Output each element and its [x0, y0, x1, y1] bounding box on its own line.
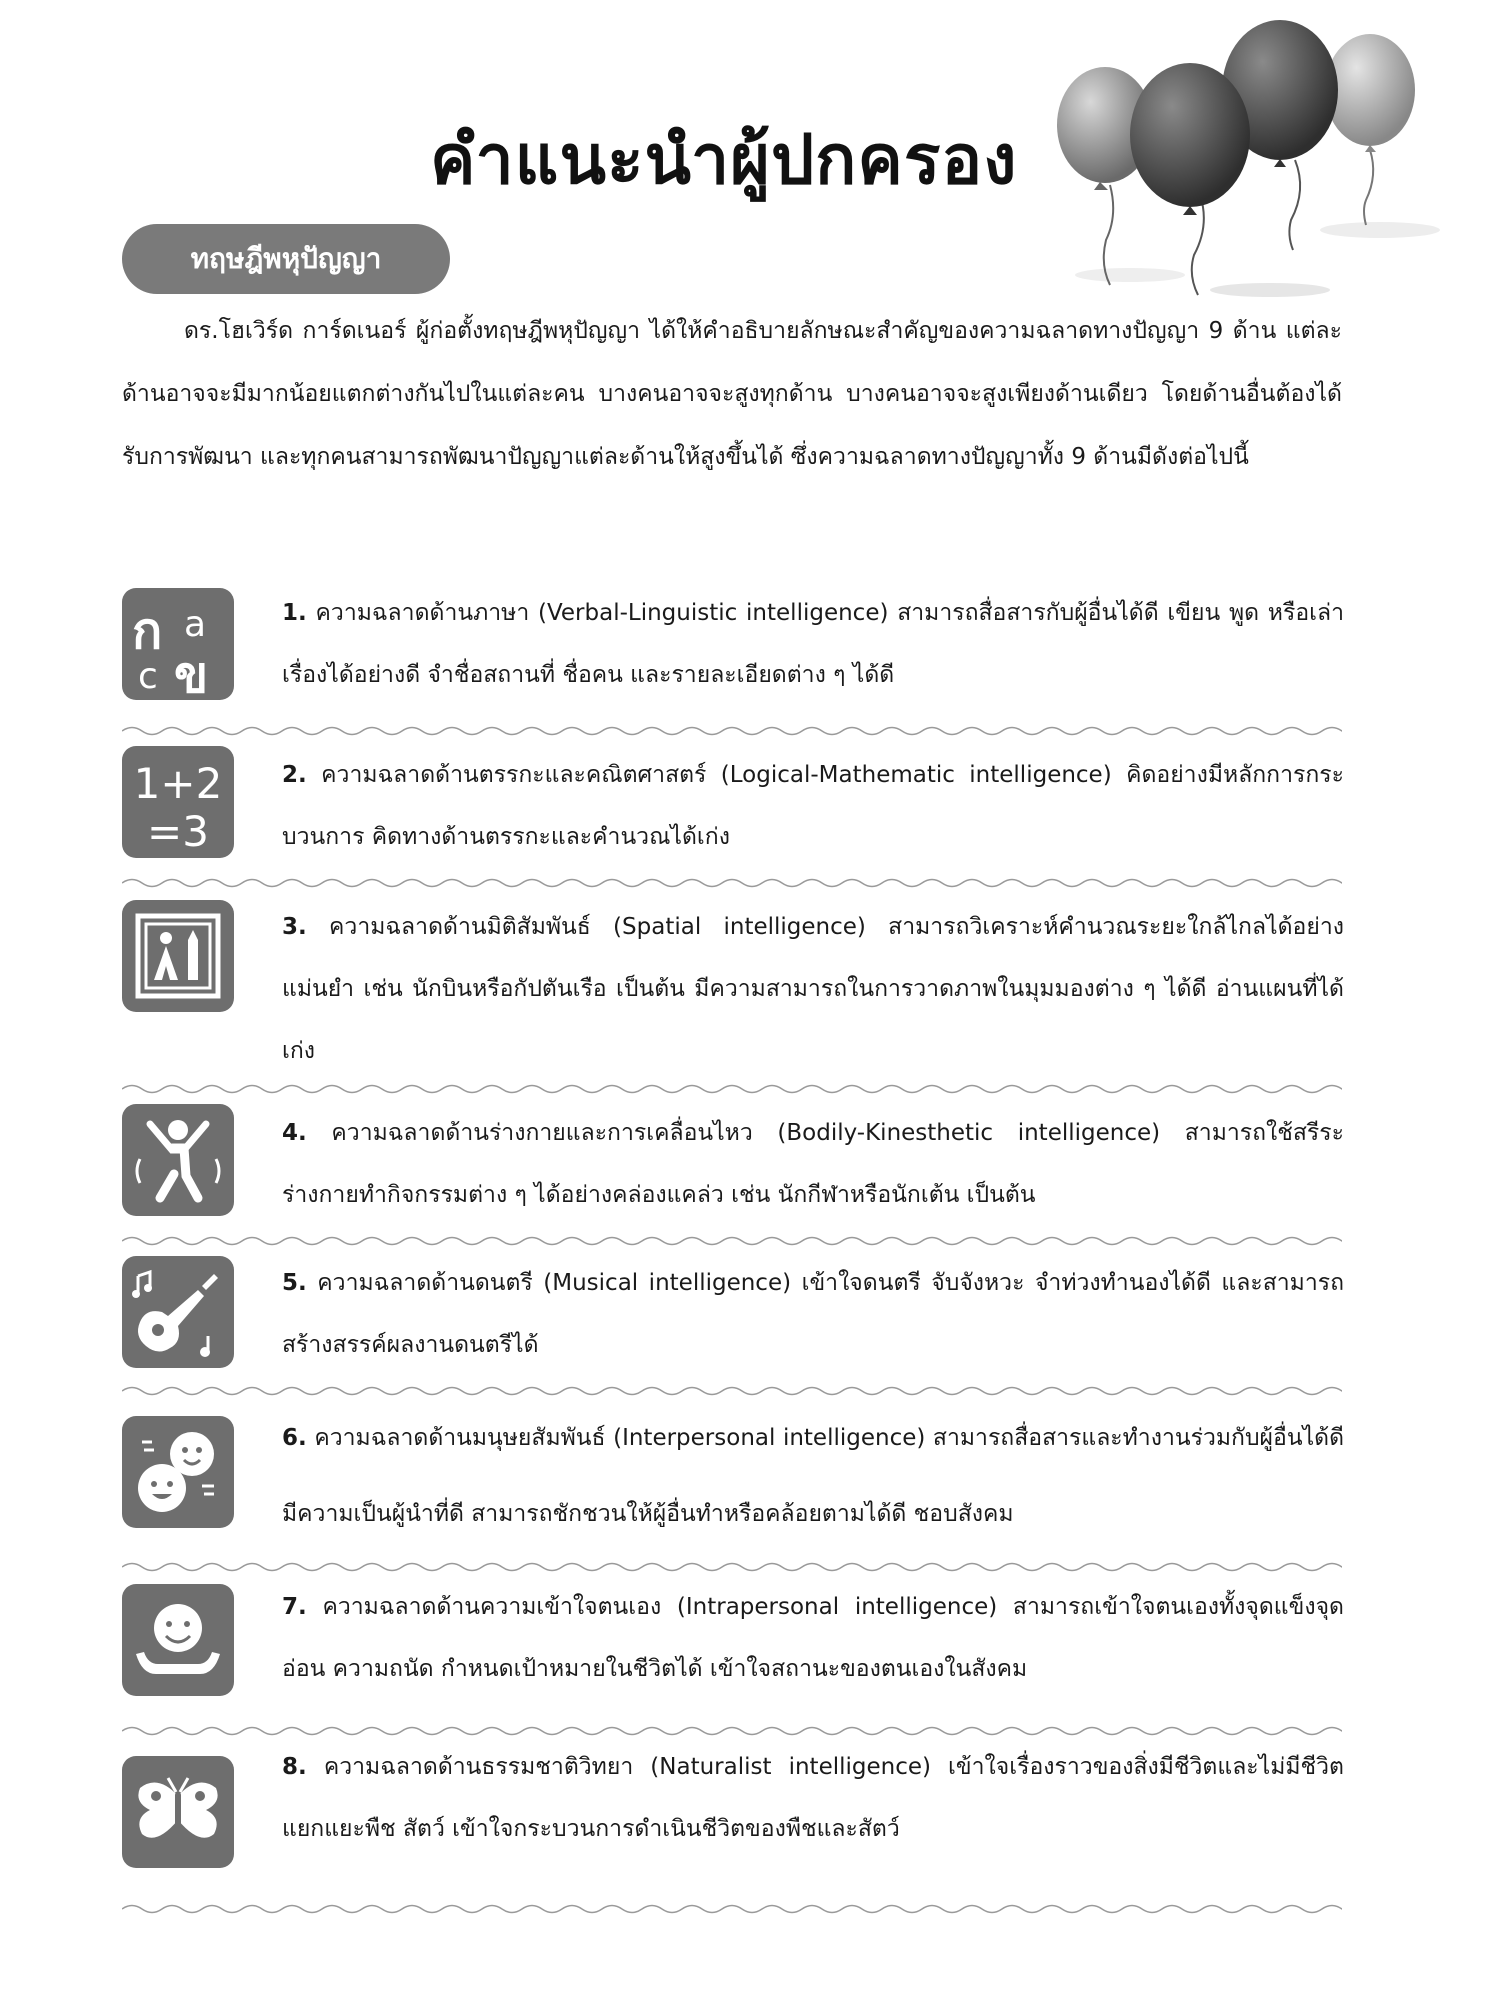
- item-description: ความฉลาดด้านภาษา (Verbal-Linguistic intelligence) สามารถสื่อสารกับผู้อื่นได้ดี เขียน พูด หรือเล่าเรื่องได้อย่างดี จำชื่อสถานที่ ชื่อคน และรายละเอียดต่าง ๆ ได้ดี: [282, 600, 1344, 688]
- page-title: คำแนะนำผู้ปกครอง: [430, 121, 1018, 200]
- item-text: [282, 896, 1344, 1082]
- icon-letter: a: [184, 604, 207, 645]
- item-description: ความฉลาดด้านร่างกายและการเคลื่อนไหว (Bodily-Kinesthetic intelligence) สามารถใช้สรีระร่างกายทำกิจกรรมต่าง ๆ ได้อย่างคล่องแคล่ว เช่น นักกีฬาหรือนักเต้น เป็นต้น: [282, 1120, 1344, 1208]
- wavy-divider: [122, 1560, 1342, 1574]
- math-icon: [122, 746, 234, 858]
- butterfly-icon: [122, 1756, 234, 1868]
- item-text: [282, 1102, 1344, 1226]
- icon-letter: ข: [174, 646, 209, 700]
- item-number: 5.: [282, 1270, 307, 1296]
- item-description: ความฉลาดด้านดนตรี (Musical intelligence) เข้าใจดนตรี จับจังหวะ จำท่วงทำนองได้ดี และสามารถสร้างสรรค์ผลงานดนตรีได้: [282, 1270, 1345, 1358]
- icon-letter: ก: [132, 602, 163, 660]
- wavy-divider: [122, 876, 1342, 890]
- item-number: 4.: [282, 1120, 307, 1146]
- icon-math-line: =3: [147, 807, 209, 856]
- wavy-divider: [122, 1082, 1342, 1096]
- smiling-person-icon: [122, 1584, 234, 1696]
- guitar-icon: [122, 1256, 234, 1368]
- dancer-icon: [122, 1104, 234, 1216]
- icon-letter: c: [138, 656, 158, 697]
- item-number: 2.: [282, 762, 307, 788]
- drawing-icon: [122, 900, 234, 1012]
- item-text: [282, 1736, 1344, 1860]
- two-faces-icon: [122, 1416, 234, 1528]
- item-text: [282, 1400, 1344, 1552]
- icon-math-line: 1+2: [133, 759, 223, 808]
- item-number: 1.: [282, 600, 307, 626]
- item-number: 6.: [282, 1425, 307, 1451]
- wavy-divider: [122, 1234, 1342, 1248]
- item-number: 3.: [282, 914, 307, 940]
- wavy-divider: [122, 724, 1342, 738]
- item-description: ความฉลาดด้านมิติสัมพันธ์ (Spatial intelligence) สามารถวิเคราะห์คำนวณระยะใกล้ไกลได้อย่างแม่นยำ เช่น นักบินหรือกัปตันเรือ เป็นต้น มีความสามารถในการวาดภาพในมุมมองต่าง ๆ ได้ดี อ่านแผนที่ได้เก่ง: [282, 914, 1344, 1064]
- item-number: 8.: [282, 1754, 307, 1780]
- item-description: ความฉลาดด้านมนุษยสัมพันธ์ (Interpersonal intelligence) สามารถสื่อสารและทำงานร่วมกับผู้อื่นได้ดี มีความเป็นผู้นำที่ดี สามารถชักชวนให้ผู้อื่นทำหรือคล้อยตามได้ดี ชอบสังคม: [282, 1425, 1345, 1527]
- item-text: [282, 1576, 1344, 1700]
- item-description: ความฉลาดด้านความเข้าใจตนเอง (Intrapersonal intelligence) สามารถเข้าใจตนเองทั้งจุดแข็งจุดอ่อน ความถนัด กำหนดเป้าหมายในชีวิตได้ เข้าใจสถานะของตนเองในสังคม: [282, 1594, 1344, 1682]
- section-tag: ทฤษฎีพหุปัญญา: [122, 224, 450, 294]
- item-number: 7.: [282, 1594, 307, 1620]
- item-text: [282, 1252, 1344, 1376]
- balloons-illustration: [1040, 10, 1460, 310]
- item-text: [282, 744, 1344, 868]
- wavy-divider: [122, 1902, 1342, 1916]
- item-description: ความฉลาดด้านธรรมชาติวิทยา (Naturalist intelligence) เข้าใจเรื่องราวของสิ่งมีชีวิตและไม่มีชีวิต แยกแยะพืช สัตว์ เข้าใจกระบวนการดำเนินชีวิตของพืชและสัตว์: [282, 1754, 1344, 1842]
- item-text: [282, 582, 1344, 706]
- item-description: ความฉลาดด้านตรรกะและคณิตศาสตร์ (Logical-Mathematic intelligence) คิดอย่างมีหลักการกระบวนการ คิดทางด้านตรรกะและคำนวณได้เก่ง: [282, 762, 1344, 850]
- letters-icon: [122, 588, 234, 700]
- intro-paragraph: ดร.โฮเวิร์ด การ์ดเนอร์ ผู้ก่อตั้งทฤษฎีพหุปัญญา ได้ให้คำอธิบายลักษณะสำคัญของความฉลาดทางปัญญา 9 ด้าน แต่ละด้านอาจจะมีมากน้อยแตกต่างกันไปในแต่ละคน บางคนอาจจะสูงทุกด้าน บางคนอาจจะสูงเพียงด้านเดียว โดยด้านอื่นต้องได้รับการพัฒนา และทุกคนสามารถพัฒนาปัญญาแต่ละด้านให้สูงขึ้นได้ ซึ่งความฉลาดทางปัญญาทั้ง 9 ด้านมีดังต่อไปนี้: [122, 318, 1342, 470]
- wavy-divider: [122, 1384, 1342, 1398]
